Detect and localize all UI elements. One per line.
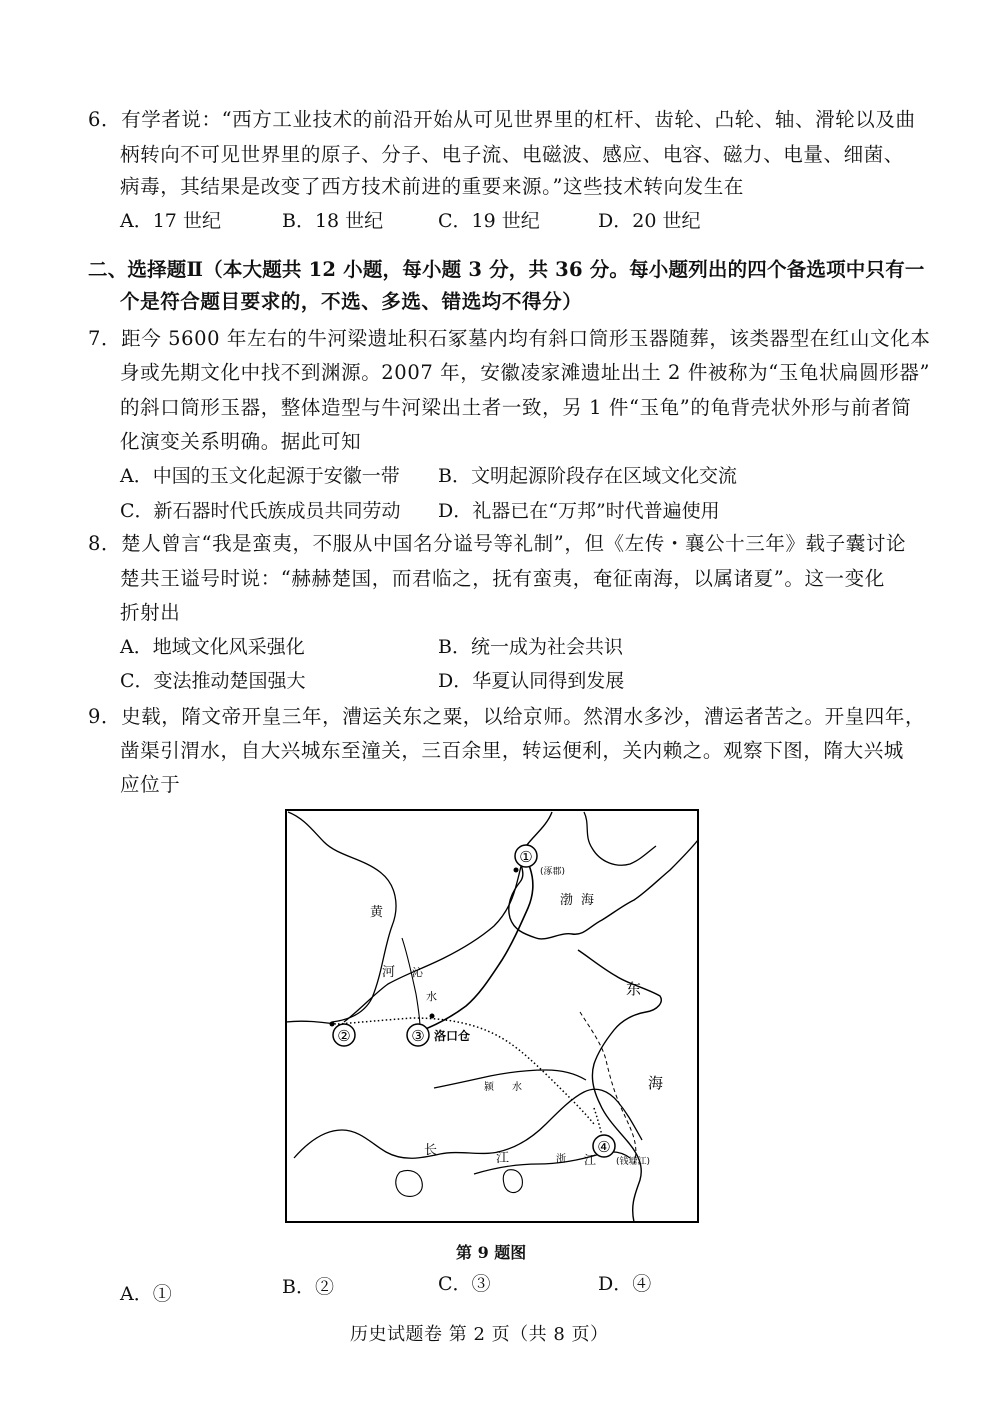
q6-option-d[interactable]: D．20 世纪: [598, 210, 701, 232]
q7-line-3: 的斜口筒形玉器，整体造型与牛河梁出土者一致，另 1 件“玉龟”的龟背壳状外形与前者简: [120, 396, 912, 419]
map-marker-3: [407, 1024, 429, 1046]
map-city-dot: [430, 1014, 435, 1019]
section-2-line-2: 个是符合题目要求的，不选、多选、错选均不得分）: [120, 290, 583, 313]
q9-option-c[interactable]: C．③: [438, 1273, 491, 1295]
q9-option-a[interactable]: A．①: [120, 1283, 172, 1305]
q9-line-3: 应位于: [120, 773, 181, 796]
map-label-zhuojun: (涿郡): [540, 867, 566, 877]
q9-map-figure: [284, 808, 700, 1224]
q8-option-a[interactable]: A．地域文化风采强化: [120, 636, 305, 658]
q7-option-c[interactable]: C．新石器时代氏族成员共同劳动: [120, 500, 401, 522]
q7-line-2: 身或先期文化中找不到渊源。2007 年，安徽凌家滩遗址出土 2 件被称为“玉龟状扁圆形器”: [120, 361, 931, 384]
q7-option-d[interactable]: D．礼器已在“万邦”时代普遍使用: [438, 500, 720, 522]
q8-option-b[interactable]: B．统一成为社会共识: [438, 636, 623, 658]
map-label-qinshui-2: 水: [426, 990, 437, 1003]
map-marker-4: [593, 1135, 615, 1157]
map-marker-1: [515, 845, 537, 867]
map-label-qinshui-1: 沁: [412, 966, 423, 979]
map-city-dot: [330, 1022, 335, 1027]
map-marker-2: [333, 1024, 355, 1046]
q8-option-d[interactable]: D．华夏认同得到发展: [438, 670, 625, 692]
svg-text:②: ②: [337, 1027, 351, 1045]
q8-line-2: 楚共王谥号时说：“赫赫楚国，而君临之，抚有蛮夷，奄征南海，以属诸夏”。这一变化: [120, 567, 885, 590]
map-label-zhejiang-1: 浙: [556, 1154, 566, 1165]
map-label-river-mid-2: 水: [512, 1082, 522, 1093]
page-footer: 历史试题卷 第 2 页（共 8 页）: [350, 1324, 609, 1345]
svg-text:③: ③: [411, 1027, 425, 1045]
map-label-qiantangjiang: (钱塘江): [616, 1157, 651, 1167]
q6-line-1: 6．有学者说：“西方工业技术的前沿开始从可见世界里的杠杆、齿轮、凸轮、轴、滑轮以及曲: [88, 108, 916, 131]
q9-line-2: 凿渠引渭水，自大兴城东至潼关，三百余里，转运便利，关内赖之。观察下图，隋大兴城: [120, 739, 904, 762]
map-city-dot: [514, 868, 519, 873]
map-label-zhejiang-2: 江: [584, 1153, 597, 1167]
q8-option-c[interactable]: C．变法推动楚国强大: [120, 670, 306, 692]
q6-line-3: 病毒，其结果是改变了西方技术前进的重要来源。”这些技术转向发生在: [120, 175, 744, 198]
map-label-river-mid-1: 颍: [484, 1082, 494, 1093]
q8-line-3: 折射出: [120, 601, 181, 624]
q7-line-4: 化演变关系明确。据此可知: [120, 430, 362, 453]
section-2-line-1: 二、选择题Ⅱ（本大题共 12 小题，每小题 3 分，共 36 分。每小题列出的四个备选项中只有一: [88, 258, 925, 281]
map-label-huanghe-2: 河: [382, 965, 396, 980]
q9-option-b[interactable]: B．②: [282, 1276, 334, 1298]
q6-option-c[interactable]: C．19 世纪: [438, 210, 540, 232]
svg-text:①: ①: [519, 848, 533, 866]
map-label-huanghe-1: 黄: [370, 905, 384, 920]
map-label-donghai-2: 海: [648, 1074, 664, 1092]
q6-line-2: 柄转向不可见世界里的原子、分子、电子流、电磁波、感应、电容、磁力、电量、细菌、: [120, 143, 904, 166]
q7-line-1: 7．距今 5600 年左右的牛河梁遗址积石冢墓内均有斜口筒形玉器随葬，该类器型在红山文化本: [88, 327, 931, 350]
q6-option-b[interactable]: B．18 世纪: [282, 210, 384, 232]
map-label-changjiang-2: 江: [496, 1151, 510, 1166]
q6-option-a[interactable]: A．17 世纪: [120, 210, 221, 232]
map-label-bohai: 渤海: [560, 893, 603, 908]
q9-line-1: 9．史载，隋文帝开皇三年，漕运关东之粟，以给京师。然渭水多沙，漕运者苦之。开皇四年，: [88, 705, 926, 728]
q9-option-d[interactable]: D．④: [598, 1273, 652, 1295]
map-label-luokoucang: 洛口仓: [434, 1029, 471, 1043]
map-label-donghai-1: 东: [626, 980, 642, 998]
map-label-changjiang-1: 长: [424, 1143, 438, 1158]
svg-text:④: ④: [597, 1138, 611, 1156]
map-caption: 第 9 题图: [456, 1243, 527, 1262]
q7-option-a[interactable]: A．中国的玉文化起源于安徽一带: [120, 465, 400, 487]
q7-option-b[interactable]: B．文明起源阶段存在区域文化交流: [438, 465, 737, 487]
q8-line-1: 8．楚人曾言“我是蛮夷，不服从中国名分谥号等礼制”，但《左传・襄公十三年》载子囊讨论: [88, 532, 907, 555]
